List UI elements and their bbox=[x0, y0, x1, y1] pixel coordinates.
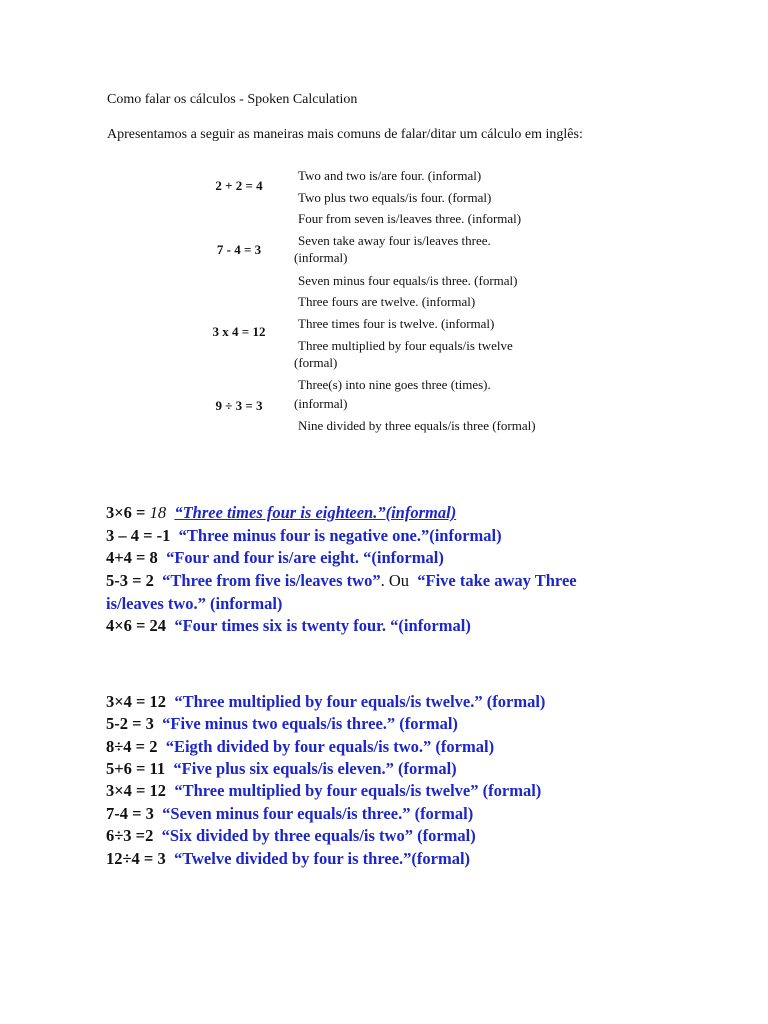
formal-example bbox=[106, 713, 458, 735]
example-continuation: is/leaves two.” (informal) bbox=[106, 594, 283, 613]
example-phrase: “Five plus six equals/is eleven.” (formal) bbox=[173, 759, 457, 778]
informal-example bbox=[106, 502, 456, 524]
formal-example bbox=[106, 803, 473, 825]
phrase-line: Nine divided by three equals/is three (formal) bbox=[298, 418, 536, 433]
example-math: 3×4 = 12 bbox=[106, 692, 167, 711]
example-math: 3×4 = 12 bbox=[106, 781, 167, 800]
phrase-line: Seven take away four is/leaves three. bbox=[298, 233, 491, 248]
example-phrase: “Three multiplied by four equals/is twelve.” (formal) bbox=[174, 692, 546, 711]
phrase-line: Four from seven is/leaves three. (informal) bbox=[298, 211, 522, 226]
formal-example bbox=[106, 691, 545, 713]
example-math: 8÷4 = 2 bbox=[106, 737, 158, 756]
formal-example bbox=[106, 736, 494, 758]
example-math: 5+6 = 11 bbox=[106, 759, 166, 778]
phrase-line: Two plus two equals/is four. (formal) bbox=[298, 190, 492, 205]
example-math: 6÷3 =2 bbox=[106, 826, 154, 845]
example-phrase: “Three times four is eighteen.”(informal) bbox=[174, 503, 457, 522]
informal-example bbox=[106, 615, 471, 637]
phrase-line: Three fours are twelve. (informal) bbox=[298, 294, 476, 309]
phrase-line: (informal) bbox=[294, 250, 348, 265]
example-math: 3 – 4 = -1 bbox=[106, 526, 171, 545]
example-math: 5-3 = 2 bbox=[106, 571, 154, 590]
informal-example bbox=[106, 570, 577, 592]
example-phrase: “Seven minus four equals/is three.” (formal) bbox=[162, 804, 474, 823]
formal-example bbox=[106, 848, 470, 870]
example-phrase: “Three minus four is negative one.”(informal) bbox=[178, 526, 502, 545]
example-phrase-alt: “Five take away Three bbox=[417, 571, 577, 590]
example-math-value: 18 bbox=[149, 503, 167, 522]
example-phrase: “Four and four is/are eight. “(informal) bbox=[166, 548, 444, 567]
example-separator: . Ou bbox=[380, 571, 410, 590]
informal-example bbox=[106, 547, 444, 569]
equation-subtraction: 7 - 4 = 3 bbox=[216, 242, 262, 257]
example-math: 3×6 = bbox=[106, 503, 150, 522]
example-math: 4+4 = 8 bbox=[106, 548, 158, 567]
equation-multiplication: 3 x 4 = 12 bbox=[212, 324, 266, 339]
example-math: 4×6 = 24 bbox=[106, 616, 167, 635]
formal-example bbox=[106, 758, 457, 780]
example-phrase: “Three from five is/leaves two” bbox=[162, 571, 381, 590]
phrase-line: Three multiplied by four equals/is twelve bbox=[298, 338, 513, 353]
equation-addition: 2 + 2 = 4 bbox=[215, 178, 263, 193]
document-title: Como falar os cálculos - Spoken Calculation bbox=[107, 92, 358, 107]
equation-division: 9 ÷ 3 = 3 bbox=[215, 398, 263, 413]
example-phrase: “Five minus two equals/is three.” (formal) bbox=[162, 714, 458, 733]
phrase-line: Three(s) into nine goes three (times). bbox=[298, 377, 491, 392]
example-phrase: “Four times six is twenty four. “(informal) bbox=[174, 616, 471, 635]
phrase-line: Two and two is/are four. (informal) bbox=[298, 168, 482, 183]
example-math: 7-4 = 3 bbox=[106, 804, 154, 823]
phrase-line: Three times four is twelve. (informal) bbox=[298, 316, 495, 331]
example-math: 5-2 = 3 bbox=[106, 714, 154, 733]
example-phrase: “Eigth divided by four equals/is two.” (formal) bbox=[165, 737, 495, 756]
formal-example bbox=[106, 780, 541, 802]
intro-text: Apresentamos a seguir as maneiras mais comuns de falar/ditar um cálculo em inglês: bbox=[107, 127, 583, 142]
example-phrase: “Twelve divided by four is three.”(formal) bbox=[173, 849, 471, 868]
informal-example bbox=[106, 525, 502, 547]
example-math: 12÷4 = 3 bbox=[106, 849, 166, 868]
example-phrase: “Six divided by three equals/is two” (formal) bbox=[161, 826, 476, 845]
phrase-line: Seven minus four equals/is three. (formal) bbox=[298, 273, 518, 288]
phrase-line: (informal) bbox=[294, 396, 348, 411]
formal-example bbox=[106, 825, 476, 847]
example-phrase: “Three multiplied by four equals/is twelve” (formal) bbox=[174, 781, 542, 800]
phrase-line: (formal) bbox=[294, 355, 338, 370]
